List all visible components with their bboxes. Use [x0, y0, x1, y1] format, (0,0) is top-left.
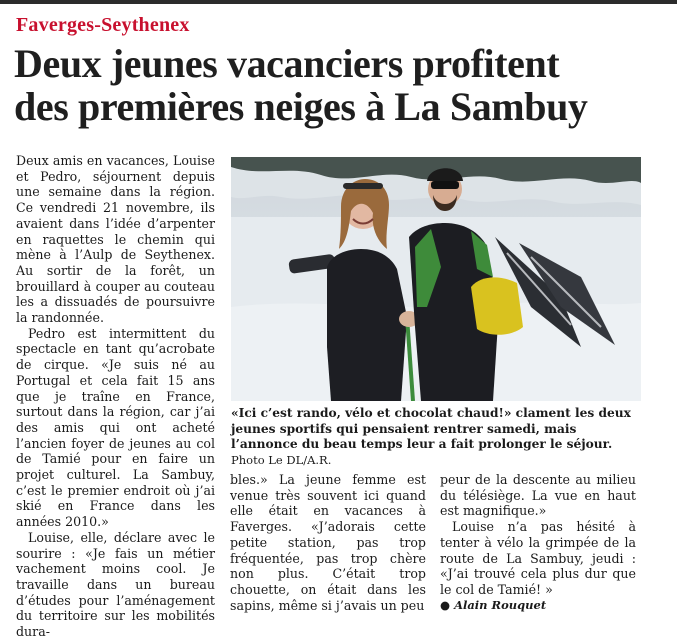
photo-credit: Photo Le DL/A.R. [231, 452, 332, 467]
byline-bullet-icon: ● [440, 597, 451, 612]
top-rule [0, 0, 677, 4]
photo-caption [231, 406, 641, 468]
headline [14, 42, 664, 128]
article-column-1 [16, 153, 215, 640]
byline [440, 598, 636, 614]
byline-author: Alain Rouquet [454, 597, 547, 612]
paragraph-intro: Deux amis en vacances, Louise et Pedro, séjournent depuis une semaine dans la région. Ce vendredi 21 novembre, ils avaient dans l’idée d’arpenter en raquettes le chemin qui mène à l’Aulp de Seythenex. Au sortir de la forêt, un brouillard à couper au couteau les a dissuadés de poursuivre la randonnée. [16, 153, 215, 326]
paragraph-louise-end: peur de la descente au milieu du télésiège. La vue en haut est magnifique.» [440, 472, 636, 519]
article-column-2 [230, 472, 426, 613]
kicker-location: Faverges-Seythenex [16, 14, 190, 36]
paragraph-pedro: Pedro est intermittent du spectacle en tant qu’acrobate de cirque. «Je suis né au Portugal et cela fait 15 ans que je traîne en France, surtout dans la région, car j’ai des amis qui ont acheté l’ancien foyer de jeunes au col de Tamié pour en faire un projet culturel. La Sambuy, c’est le premier endroit où j’ai skié en France dans les années 2010.» [16, 325, 215, 530]
article-photo [231, 157, 641, 401]
headline-line-1: Deux jeunes vacanciers profitent [14, 41, 560, 86]
caption-text: «Ici c’est rando, vélo et chocolat chaud!» clament les deux jeunes sportifs qui pensaient rentrer samedi, mais l’annonce du beau temps leur a fait prolonger le séjour. [231, 406, 631, 451]
headline-line-2: des premières neiges à La Sambuy [14, 84, 588, 129]
article-column-3 [440, 472, 636, 613]
photo-illustration [231, 157, 641, 401]
paragraph-velo: Louise n’a pas hésité à tenter à vélo la grimpée de la route de La Sambuy, jeudi : «J’ai trouvé cela plus dur que le col de Tamié! » [440, 519, 636, 597]
paragraph-louise: Louise, elle, déclare avec le sourire : «Je fais un métier vachement moins cool. Je travaille dans un bureau d’études pour l’aménagement du territoire sur les mobilités dura- [16, 529, 215, 640]
paragraph-louise-cont: bles.» La jeune femme est venue très souvent ici quand elle était en vacances à Faverges. «J’adorais cette petite station, pas trop fréquentée, pas trop chère non plus. C’était trop chouette, on était dans les sapins, même si j’avais un peu [230, 472, 426, 613]
